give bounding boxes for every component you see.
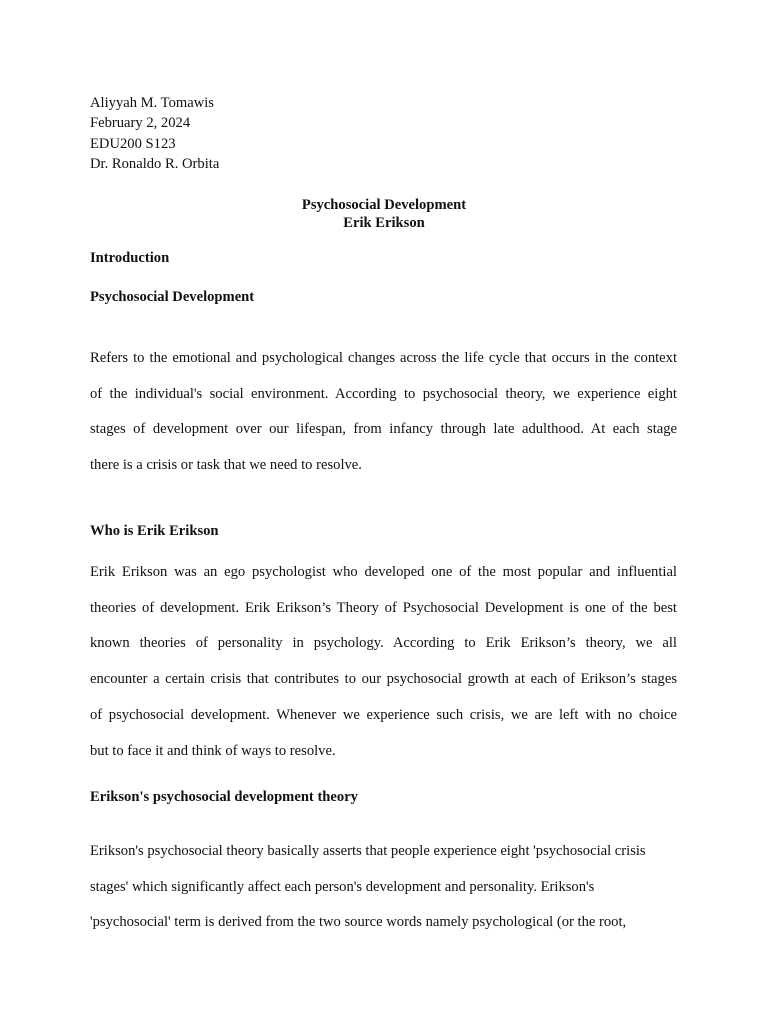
title-sub: Erik Erikson (343, 215, 425, 231)
paragraph-who-is-erikson (90, 555, 677, 769)
document-title (0, 196, 768, 232)
heading-psychosocial-development: Psychosocial Development (90, 289, 255, 305)
heading-introduction: Introduction (90, 250, 170, 266)
paragraph-line: theories of development. Erik Erikson’s Theory of Psychosocial Development is one of the best (90, 599, 677, 616)
paragraph-line: known theories of personality in psychology. According to Erik Erikson’s theory, we all (90, 635, 677, 652)
paragraph-line: of psychosocial development. Whenever we experience such crisis, we are left with no choice (90, 706, 677, 723)
author-name: Aliyyah M. Tomawis (90, 95, 214, 111)
heading-who-is-erikson: Who is Erik Erikson (90, 523, 219, 539)
heading-theory: Erikson's psychosocial development theory (90, 789, 358, 805)
paragraph-psychosocial-definition (90, 341, 677, 484)
title-main: Psychosocial Development (301, 197, 467, 213)
paragraph-line: Refers to the emotional and psychological changes across the life cycle that occurs in the context (90, 350, 677, 366)
paragraph-line: stages' which significantly affect each person's development and personality. Erikson's (90, 878, 595, 895)
document-header (90, 93, 219, 174)
paragraph-line: Erik Erikson was an ego psychologist who developed one of the most popular and influential (90, 564, 677, 580)
paragraph-line: but to face it and think of ways to resolve. (90, 742, 336, 759)
paragraph-line: Erikson's psychosocial theory basically asserts that people experience eight 'psychosocial crisis (90, 843, 646, 859)
paragraph-line: of the individual's social environment. According to psychosocial theory, we experience eight (90, 385, 677, 402)
paragraph-line: there is a crisis or task that we need to resolve. (90, 457, 362, 474)
paragraph-line: encounter a certain crisis that contributes to our psychosocial growth at each of Erikson’s stages (90, 671, 677, 688)
instructor-name: Dr. Ronaldo R. Orbita (90, 155, 220, 172)
paragraph-line: 'psychosocial' term is derived from the two source words namely psychological (or the root, (90, 914, 627, 931)
paragraph-line: stages of development over our lifespan, from infancy through late adulthood. At each stage (90, 421, 677, 438)
paragraph-theory (90, 834, 677, 941)
course-code: EDU200 S123 (90, 135, 176, 152)
document-date: February 2, 2024 (90, 115, 191, 132)
